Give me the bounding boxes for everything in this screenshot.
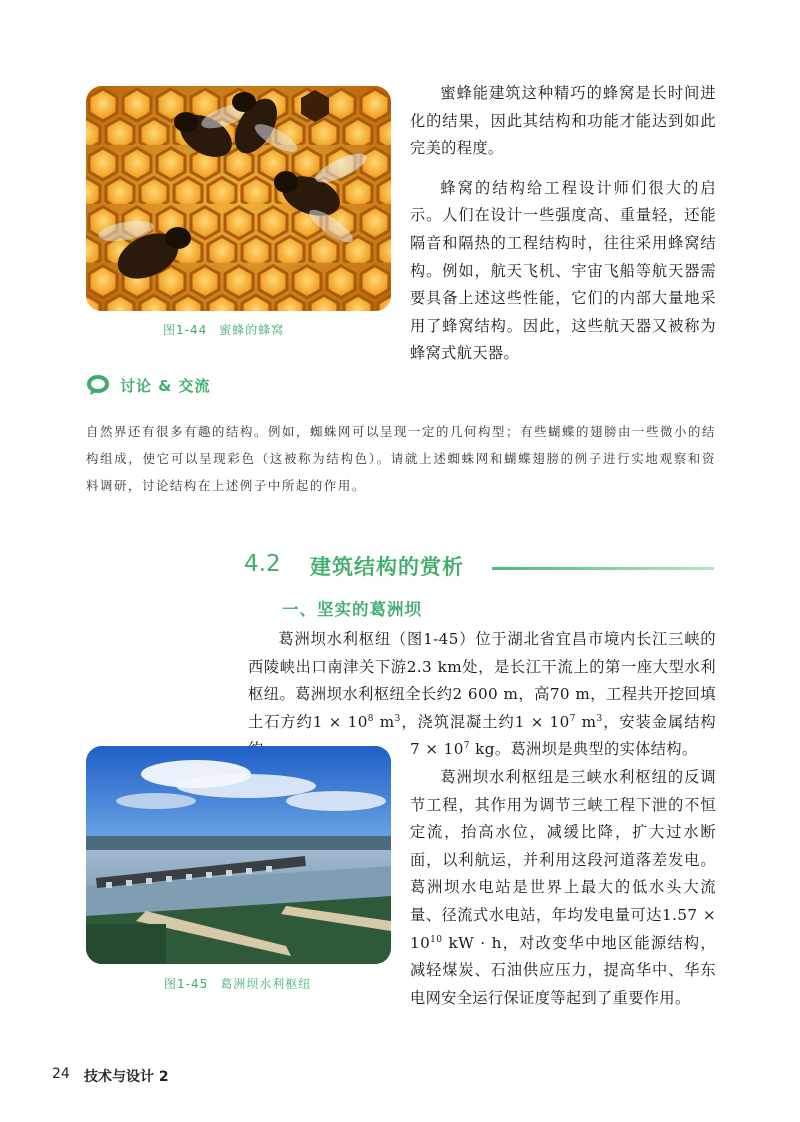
subsection-title: 一、坚实的葛洲坝 xyxy=(282,600,422,619)
bee-honeycomb-photo xyxy=(86,86,391,311)
gezhouba-dam-photo xyxy=(86,746,391,964)
figure-45-number: 图1-45 xyxy=(164,977,209,991)
discussion-header xyxy=(86,373,211,397)
discussion-text: 自然界还有很多有趣的结构。例如，蜘蛛网可以呈现一定的几何构型；有些蝴蝶的翅膀由一些微小的结构组成，使它可以呈现彩色（这被称为结构色）。请就上述蜘蛛网和蝴蝶翅膀的例子进行实地观察和资料调研，讨论结构在上述例子中所起的作用。 xyxy=(86,424,716,493)
gezhouba-p1-part-g: kg。葛洲坝是典型的实体结构。 xyxy=(469,740,698,758)
dam-illustration xyxy=(86,746,391,964)
gezhouba-p1-part-a: 葛洲坝水利枢纽（图1-45）位于湖北省宜昌市境内长江三峡的西陵峡出口南津关下游2.3 km处，是长江干流上的第一座大型水利枢纽。葛洲坝水利枢纽全长约2 600 m，高70 m，工程共开挖回填土石方约1 × 10 xyxy=(248,630,716,731)
figure-45-caption xyxy=(164,975,311,992)
gezhouba-p1-part-d: m xyxy=(575,712,597,731)
gezhouba-p2-exp-1: 10 xyxy=(430,934,443,945)
page-number: 24 xyxy=(52,1066,70,1082)
honeycomb-illustration xyxy=(86,86,391,311)
gezhouba-p1-exp-3: 7 xyxy=(463,740,470,751)
gezhouba-p1-exp-1: 8 xyxy=(367,713,374,724)
book-title: 技术与设计 2 xyxy=(84,1069,169,1085)
intro-text-column xyxy=(410,80,716,368)
gezhouba-p1-part-b: m xyxy=(373,712,395,731)
intro-paragraph-1: 蜜蜂能建筑这种精巧的蜂窝是长时间进化的结果，因此其结构和功能才能达到如此完美的程度。 xyxy=(410,84,716,158)
discussion-title: 讨论 & 交流 xyxy=(120,376,211,395)
gezhouba-p1-unit-2: 3 xyxy=(596,713,603,724)
gezhouba-p1-part-e: ，安装金属结构 xyxy=(602,712,716,731)
speech-bubble-icon xyxy=(86,373,110,397)
figure-44-number: 图1-44 xyxy=(163,323,208,337)
gezhouba-p1-part-c: ，浇筑混凝土约1 × 10 xyxy=(400,712,570,731)
section-heading-rule xyxy=(492,567,714,570)
figure-44-caption-text: 蜜蜂的蜂窝 xyxy=(219,323,285,337)
figure-45-caption-text: 葛洲坝水利枢纽 xyxy=(220,977,312,991)
intro-paragraph-2: 蜂窝的结构给工程设计师们很大的启示。人们在设计一些强度高、重量轻，还能隔音和隔热的工程结构时，往往采用蜂窝结构。例如，航天飞机、宇宙飞船等航天器需要具备上述这些性能，它们的内部大量地采用了蜂窝结构。因此，这些航天器又被称为蜂窝式航天器。 xyxy=(410,178,716,363)
section-number: 4.2 xyxy=(244,551,281,577)
section-title: 建筑结构的赏析 xyxy=(310,555,464,579)
gezhouba-p2-part-b: kW · h，对改变华中地区能源结构，减轻煤炭、石油供应压力，提高华中、华东电网安全运行保证度等起到了重要作用。 xyxy=(410,933,716,1007)
gezhouba-p1-part-f: 7 × 10 xyxy=(410,740,464,758)
gezhouba-p1-unit-1: 3 xyxy=(394,713,401,724)
gezhouba-paragraph-1-tail xyxy=(410,736,716,764)
gezhouba-paragraph-2 xyxy=(410,764,716,1012)
gezhouba-p2-part-a: 葛洲坝水利枢纽是三峡水利枢纽的反调节工程，其作用为调节三峡工程下泄的不恒定流，抬高水位，减缓比降，扩大过水断面，以利航运，并利用这段河道落差发电。葛洲坝水电站是世界上最大的低水头大流量、径流式水电站，年均发电量可达1.57 × 10 xyxy=(410,768,716,952)
gezhouba-p1-exp-2: 7 xyxy=(569,713,576,724)
figure-44-caption xyxy=(163,321,284,338)
